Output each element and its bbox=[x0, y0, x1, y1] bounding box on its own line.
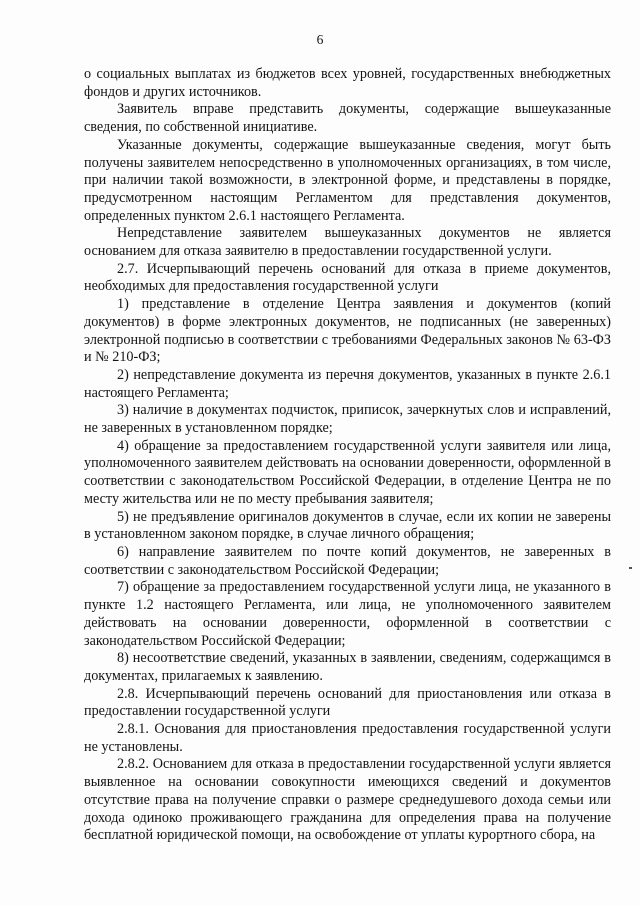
paragraph-non-submission: Непредставление заявителем вышеуказанных документов не является основанием для отказа заявителю в предоставлении государственной услуги. bbox=[84, 225, 611, 260]
paragraph-applicant-right: Заявитель вправе представить документы, содержащие вышеуказанные сведения, по собственной инициативе. bbox=[84, 101, 611, 136]
paragraph-section-2-8: 2.8. Исчерпывающий перечень оснований для приостановления или отказа в предоставлении государственной услуги bbox=[84, 685, 611, 720]
list-item-6: 6) направление заявителем по почте копий документов, не заверенных в соответствии с законодательством Российской Федерации; bbox=[84, 543, 611, 578]
paragraph-social-payments: о социальных выплатах из бюджетов всех уровней, государственных внебюджетных фондов и других источников. bbox=[84, 66, 611, 100]
list-item-8: 8) несоответствие сведений, указанных в заявлении, сведениям, содержащимся в документах, прилагаемых к заявлению. bbox=[84, 650, 611, 684]
paragraph-documents-obtained: Указанные документы, содержащие вышеуказанные сведения, могут быть получены заявителем непосредственно в уполномоченных организациях, в том числе, при наличии такой возможности, в электронной форме, и представлены в порядке, предусмотренном настоящим Регламентом для представления документов, определенных пунктом 2.6.1 настоящего Регламента. bbox=[84, 136, 611, 224]
paragraph-section-2-7: 2.7. Исчерпывающий перечень оснований для отказа в приеме документов, необходимых для предоставления государственной услуги bbox=[84, 260, 611, 295]
list-item-4: 4) обращение за предоставлением государственной услуги заявителя или лица, уполномоченного заявителем действовать на основании доверенности, оформленной в соответствии с законодательством Российской Федерации, в отделение Центра не по месту жительства или не по месту пребывания заявителя; bbox=[84, 437, 611, 507]
list-item-1: 1) представление в отделение Центра заявления и документов (копий документов) в форме электронных документов, не подписанных (не заверенных) электронной подписью в соответствии с требованиями Федеральных законов № 63-ФЗ и № 210-ФЗ; bbox=[84, 296, 611, 366]
paragraph-section-2-8-1: 2.8.1. Основания для приостановления предоставления государственной услуги не установлены. bbox=[84, 721, 611, 755]
document-body bbox=[84, 66, 611, 845]
list-item-2: 2) непредставление документа из перечня документов, указанных в пункте 2.6.1 настоящего Регламента; bbox=[84, 366, 611, 401]
list-item-5: 5) не предъявление оригиналов документов в случае, если их копии не заверены в установленном законом порядке, в случае личного обращения; bbox=[84, 508, 611, 543]
list-item-3: 3) наличие в документах подчисток, приписок, зачеркнутых слов и исправлений, не заверенных в установленном порядке; bbox=[84, 402, 611, 437]
margin-mark bbox=[629, 567, 632, 569]
list-item-7: 7) обращение за предоставлением государственной услуги лица, не указанного в пункте 1.2 настоящего Регламента, или лица, не уполномоченного заявителем действовать на основании доверенности, оформленной в соответствии с законодательством Российской Федерации; bbox=[84, 579, 611, 649]
page-number: 6 bbox=[316, 32, 324, 47]
paragraph-section-2-8-2: 2.8.2. Основанием для отказа в предоставлении государственной услуги является выявленное на основании совокупности имеющихся сведений и документов отсутствие права на получение справки о размере среднедушевого дохода семьи или дохода одиноко проживающего гражданина для определения права на получение бесплатной юридической помощи, на освобождение от уплаты курортного сбора, на bbox=[84, 756, 611, 844]
